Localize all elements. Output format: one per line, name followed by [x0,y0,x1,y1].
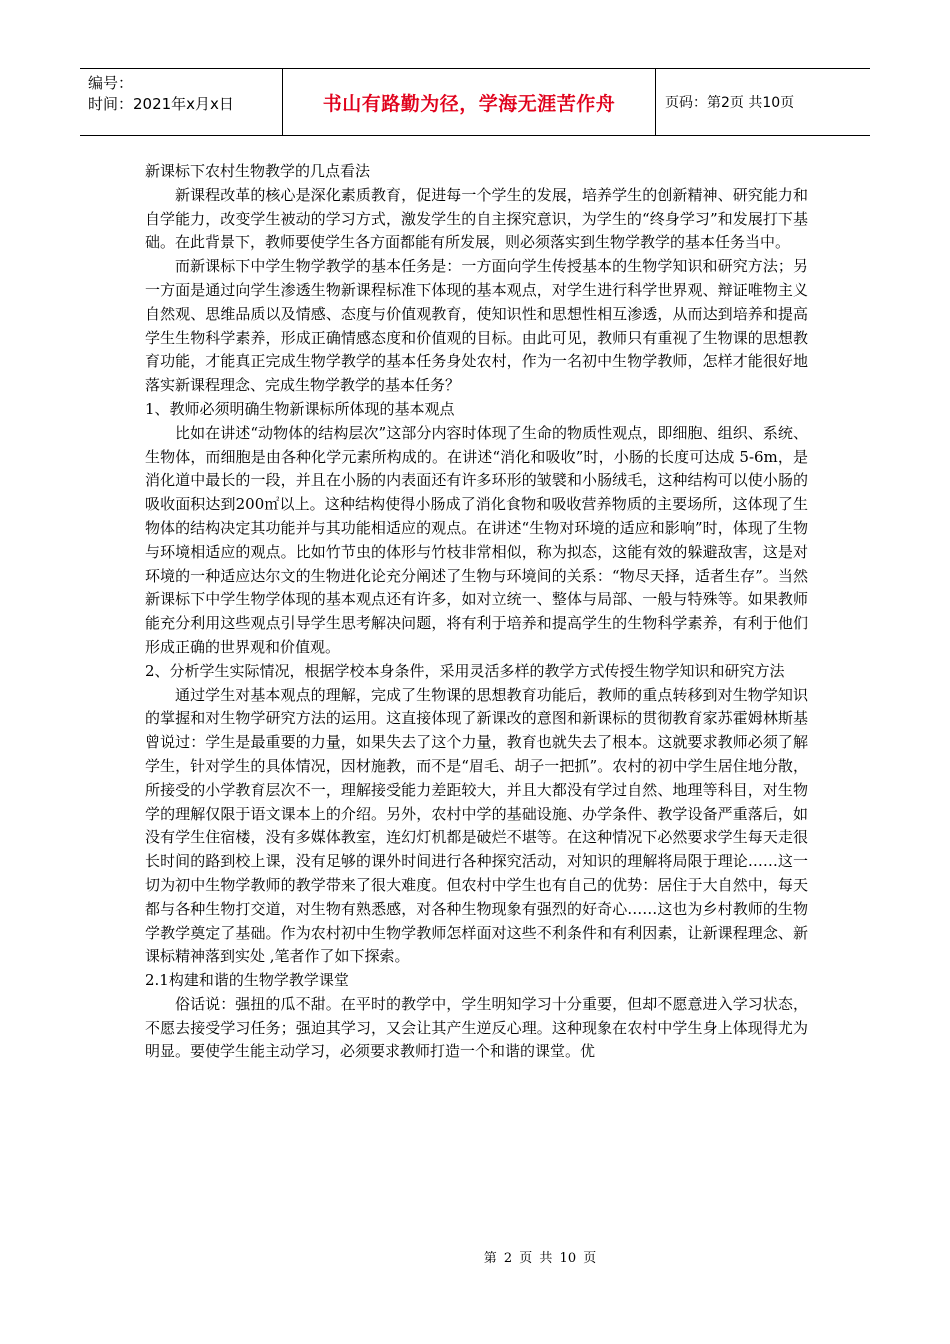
paragraph: 俗话说：强扭的瓜不甜。在平时的教学中，学生明知学习十分重要，但却不愿意进入学习状态，不愿去接受学习任务；强迫其学习，又会让其产生逆反心理。这种现象在农村中学生身上体现得尤为明显。要使学生能主动学习，必须要求教师打造一个和谐的课堂。优 [145,994,808,1061]
document-number-label: 编号： [88,74,134,92]
subsection-heading: 2.1构建和谐的生物学教学课堂 [145,971,349,990]
page-header [80,68,870,136]
page-footer: 第 2 页 共 10 页 [483,1251,597,1266]
header-motto: 书山有路勤为径，学海无涯苦作舟 [322,92,616,115]
paragraph: 通过学生对基本观点的理解，完成了生物课的思想教育功能后，教师的重点转移到对生物学知识的掌握和对生物学研究方法的运用。这直接体现了新课改的意图和新课标的贯彻教育家苏霍姆林斯基曾说过：学生是最重要的力量，如果失去了这个力量，教育也就失去了根本。这就要求教师必须了解学生，针对学生的具体情况，因材施教，而不是“眉毛、胡子一把抓”。农村的初中学生居住地分散，所接受的小学教育层次不一，理解接受能力差距较大，并且大都没有学过自然、地理等科目，对生物学的理解仅限于语文课本上的介绍。另外，农村中学的基础设施、办学条件、教学设备严重落后，如没有学生住宿楼，没有多媒体教室，连幻灯机都是破烂不堪等。在这种情况下必然要求学生每天走很长时间的路到校上课，没有足够的课外时间进行各种探究活动，对知识的理解将局限于理论……这一切为初中生物学教师的教学带来了很大难度。但农村中学生也有自己的优势：居住于大自然中，每天都与各种生物打交道，对生物有熟悉感，对各种生物现象有强烈的好奇心……这也为乡村教师的生物学教学奠定了基础。作为农村初中生物学教师怎样面对这些不利条件和有利因素，让新课程理念、新课标精神落到实处 ,笔者作了如下探索。 [145,685,808,966]
paragraph: 比如在讲述“动物体的结构层次”这部分内容时体现了生命的物质性观点，即细胞、组织、系统、生物体，而细胞是由各种化学元素所构成的。在讲述“消化和吸收”时，小肠的长度可达成 5-6m，是消化道中最长的一段，并且在小肠的内表面还有许多环形的皱襞和小肠绒毛，这种结构可以使小肠的吸收面积达到200㎡以上。这种结构使得小肠成了消化食物和吸收营养物质的主要场所，这体现了生物体的结构决定其功能并与其功能相适应的观点。在讲述“生物对环境的适应和影响”时，体现了生物与环境相适应的观点。比如竹节虫的体形与竹枝非常相似，称为拟态，这能有效的躲避敌害，这是对环境的一种适应达尔文的生物进化论充分阐述了生物与环境间的关系：“物尽天择，适者生存”。当然新课标下中学生物学体现的基本观点还有许多，如对立统一、整体与局部、一般与特殊等。如果教师能充分利用这些观点引导学生思考解决问题，将有利于培养和提高学生的生物科学素养，有利于他们形成正确的世界观和价值观。 [145,423,808,656]
document-body [145,160,808,1064]
header-page-info: 页码：第2页 共10页 [665,95,795,111]
paragraph: 而新课标下中学生物学教学的基本任务是：一方面向学生传授基本的生物学知识和研究方法；另一方面是通过向学生渗透生物新课程标准下体现的基本观点，对学生进行科学世界观、辩证唯物主义自然观、思维品质以及情感、态度与价值观教育，使知识性和思想性相互渗透，从而达到培养和提高学生生物科学素养，形成正确情感态度和价值观的目标。由此可见，教师只有重视了生物课的思想教育功能，才能真正完成生物学教学的基本任务身处农村，作为一名初中生物学教师，怎样才能很好地落实新课程理念、完成生物学教学的基本任务？ [145,257,808,395]
document-date-label: 时间：2021年x月x日 [88,95,234,113]
header-motto-cell [283,69,656,135]
section-heading: 2、分析学生实际情况，根据学校本身条件，采用灵活多样的教学方式传授生物学知识和研究方法 [145,661,785,680]
section-heading: 1、教师必须明确生物新课标所体现的基本观点 [145,399,455,418]
header-meta [80,69,283,135]
paragraph: 新课程改革的核心是深化素质教育，促进每一个学生的发展，培养学生的创新精神、研究能力和自学能力，改变学生被动的学习方式，激发学生的自主探究意识，为学生的“终身学习”和发展打下基础。在此背景下，教师要使学生各方面都能有所发展，则必须落实到生物学教学的基本任务当中。 [145,185,808,252]
document-title: 新课标下农村生物教学的几点看法 [145,162,371,180]
